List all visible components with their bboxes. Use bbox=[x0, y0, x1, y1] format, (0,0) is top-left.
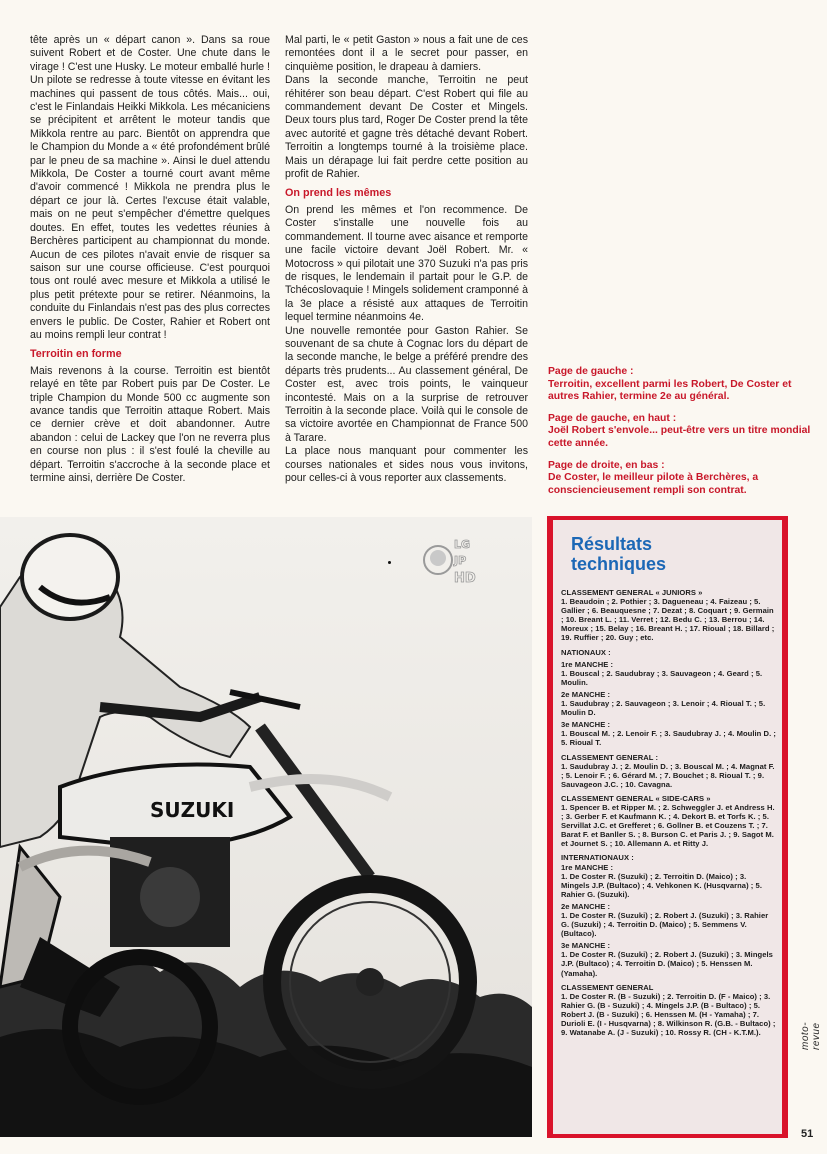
section-heading: CLASSEMENT GENERAL « JUNIORS » bbox=[561, 588, 703, 597]
section-heading: CLASSEMENT GENERAL bbox=[561, 982, 654, 992]
results-text: 1. Bouscal ; 2. Saudubray ; 3. Sauvageon ; 4. Geard ; 5. Moulin. bbox=[561, 668, 763, 687]
caption-text: Terroitin, excellent parmi les Robert, De Coster et autres Rahier, termine 2e au général. bbox=[548, 378, 792, 403]
svg-text:JP: JP bbox=[454, 554, 467, 567]
article-paragraph: Dans la seconde manche, Terroitin ne peut réhitérer son beau départ. C'est Robert qui file au commandement devant De Coster et Mingels. Deux tours plus tard, Roger De Coster prend la tête avec autorité et gagne très détaché devant Robert. Terroitin a longtemps tourné à la troisième place. Mais un dérapage lui fait perdre cette position au profit de Rahier. bbox=[285, 74, 528, 181]
results-text: 1. Saudubray ; 2. Sauvageon ; 3. Lenoir ; 4. Rioual T. ; 5. Moulin D. bbox=[561, 699, 766, 718]
results-list bbox=[561, 588, 776, 1037]
results-text: 1. Bouscal M. ; 2. Lenoir F. ; 3. Saudubray J. ; 4. Moulin D. ; 5. Rioual T. bbox=[561, 729, 776, 748]
article-column-2 bbox=[285, 34, 528, 489]
fuel-tank-logo: SUZUKI bbox=[150, 798, 235, 822]
results-text: 1. De Coster R. (Suzuki) ; 2. Robert J. (Suzuki) ; 3. Mingels J.P. (Bultaco) ; 4. Terroitin D. (Maico) ; 5. Henssen M. (Yamaha). bbox=[561, 950, 773, 978]
svg-text:HD: HD bbox=[454, 571, 476, 586]
svg-text:LG: LG bbox=[454, 538, 471, 551]
caption-text: De Coster, le meilleur pilote à Berchères, a consciencieusement rempli son contrat. bbox=[548, 472, 759, 496]
results-text: 1. Saudubray J. ; 2. Moulin D. ; 3. Bouscal M. ; 4. Magnat F. ; 5. Lenoir F. ; 6. Gérard M. ; 7. Bouchet ; 8. Rioual T. ; 9. Sauvageon J.C. ; 10. Cavagna. bbox=[561, 761, 775, 789]
results-title bbox=[571, 534, 776, 574]
caption-label: Page de droite, en bas : bbox=[548, 459, 665, 471]
article-paragraph: tête après un « départ canon ». Dans sa roue suivent Robert et de Coster. Une chute dans le virage ! C'est une Husky. Le moteur emballé hurle ! Un pilote se redresse à toute vitesse en évitant les machines qui passent de tous côtés. Mais... oui, c'est le Finlandais Heikki Mikkola. Les mécaniciens se précipitent et arrêtent le moteur tandis que Mikkola rentre au parc. Bientôt on apprendra que le Champion du Monde a « été profondément brûlé par le pneu de sa machine ». Ainsi le duel attendu Mikkola, De Coster a tourné court avant même d'avoir commencé ! Mikkola ne prendra plus le départ ce jour là. Certes l'excuse était valable, mais on ne peut s'empêcher d'émettre quelques doutes. En effet, toutes les vedettes réunies à Berchères participent au championnat du monde. Aucun de ces pilotes n'avait envie de risquer sa saison sur une course officieuse. C'est pourquoi tous ont roulé avec mesure et Mikkola a utilisé le plus petit prétexte pour se retirer. Néanmoins, la conduite du Finlandais n'est pas des plus correctes envers le public. De Coster, Rahier et Robert ont au moins rempli leur contrat ! bbox=[30, 34, 270, 341]
caption bbox=[548, 460, 818, 498]
subheading: On prend les mêmes bbox=[285, 187, 392, 200]
results-text: 1. De Coster R. (Suzuki) ; 2. Terroitin D. (Maico) ; 3. Mingels J.P. (Bultaco) ; 4. Vehkonen K. (Husqvarna) ; 5. Rahier G. (Suzuki). bbox=[561, 871, 762, 899]
race-heading: 3e MANCHE : bbox=[561, 720, 611, 730]
race-heading: 1re MANCHE : bbox=[561, 659, 614, 669]
photo-captions bbox=[548, 366, 818, 506]
race-heading: 2e MANCHE : bbox=[561, 901, 611, 911]
race-heading: 1re MANCHE : bbox=[561, 862, 614, 872]
section-heading: INTERNATIONAUX : bbox=[561, 853, 634, 863]
motocross-photo bbox=[0, 517, 532, 1137]
article-paragraph: La place nous manquant pour commenter les courses nationales et sides nous vous invitons, pour celles-ci à vous reporter aux classements. bbox=[285, 445, 528, 484]
caption bbox=[548, 413, 818, 451]
section-heading: NATIONAUX : bbox=[561, 647, 611, 657]
caption-label: Page de gauche, en haut : bbox=[548, 412, 677, 424]
results-text: 1. Spencer B. et Ripper M. ; 2. Schweggler J. et Andress H. ; 3. Gerber F. et Kaufmann K. ; 4. Dekort B. et Torfs K. ; 5. Servillat J.C. et Grefferet ; 6. Gollner B. et Couzens T. ; 7. Barat F. et Banller S. ; 8. Burson C. et Paris J. ; 9. Sagot M. et Journet S. ; 10. Allemann A. et Ritty J. bbox=[561, 802, 775, 849]
results-box bbox=[547, 516, 788, 1138]
article-column-1 bbox=[30, 34, 270, 489]
article-paragraph: Mal parti, le « petit Gaston » nous a fait une de ces remontées dont il a le secret pour passer, en cinquième position, le drapeau à damiers. bbox=[285, 34, 528, 73]
page-number: 51 bbox=[801, 1128, 814, 1140]
magazine-name: moto-revue bbox=[800, 1021, 822, 1050]
caption bbox=[548, 366, 818, 404]
results-text: 1. De Coster R. (B - Suzuki) ; 2. Terroitin D. (F - Maico) ; 3. Rahier G. (B - Suzuki) ; 4. Mingels J.P. (B - Bultaco) ; 5. Robert J. (B - Suzuki) ; 6. Henssen M. (H - Yamaha) ; 7. Durioli E. (I - Husqvarna) ; 8. Wilkinson R. (G.B. - Bultaco) ; 9. Watanabe A. (J - Suzuki) ; 10. Rossy R. (CH - K.T.M.). bbox=[561, 991, 776, 1038]
subheading: Terroitin en forme bbox=[30, 348, 122, 361]
results-text: 1. De Coster R. (Suzuki) ; 2. Robert J. (Suzuki) ; 3. Rahier G. (Suzuki) ; 4. Terroitin D. (Maico) ; 5. Semmens V. (Bultaco). bbox=[561, 911, 769, 939]
watermark-logo bbox=[420, 532, 484, 592]
section-heading: CLASSEMENT GENERAL « SIDE-CARS » bbox=[561, 793, 711, 803]
caption-text: Joël Robert s'envole... peut-être vers un titre mondial cette année. bbox=[548, 425, 811, 449]
results-title-line: Résultats bbox=[571, 534, 653, 554]
results-content bbox=[553, 520, 782, 1134]
article-paragraph: Mais revenons à la course. Terroitin est bientôt relayé en tête par Robert puis par De Coster. Le triple Champion du Monde 500 cc augmente son avance tandis que Terroitin attaque Robert. Mais ce dernier crève et doit abandonner. Autre abandon : celui de Lackey que l'on ne reverra plus en course non plus : il s'est foulé la cheville au départ. Terroitin s'accroche à la seconde place et termine ainsi, derrière De Coster. bbox=[30, 364, 270, 484]
caption-label: Page de gauche : bbox=[548, 366, 634, 377]
race-heading: 2e MANCHE : bbox=[561, 689, 611, 699]
section-heading: CLASSEMENT GENERAL : bbox=[561, 752, 659, 762]
article-paragraph: On prend les mêmes et l'on recommence. De Coster s'installe une nouvelle fois au commandement. Il tourne avec aisance et remporte une facile victoire devant Joël Robert. Mr. « Motocross » qui pilotait une 370 Suzuki n'a pas pris de risques, le lendemain il partait pour le G.P. de Tchécoslovaquie ! Mingels solidement cramponné à la 3e place a résisté aux attaques de Terroitin lequel termine néanmoins 4e. bbox=[285, 203, 528, 324]
article-paragraph: Une nouvelle remontée pour Gaston Rahier. Se souvenant de sa chute à Cognac lors du départ de la seconde manche, le belge a préféré prendre des départs très prudents... Au classement général, De Coster est, avec trois points, le vainqueur incontesté. Mais on a la surprise de retrouver Terroitin à la seconde place. Voilà qui le console de sa victoire avortée en Championnat de France 500 à Tarare. bbox=[285, 324, 528, 444]
results-title-line: techniques bbox=[571, 554, 667, 574]
print-speck bbox=[388, 561, 391, 564]
results-text: 1. Beaudoin ; 2. Pothier ; 3. Dagueneau ; 4. Faizeau ; 5. Gallier ; 6. Beauquesne ; 7. Dezat ; 8. Coquart ; 9. Germain ; 10. Breant L. ; 11. Verret ; 12. Bedu C. ; 13. Berrou ; 14. Moreux ; 15. Belay ; 16. Breant H. ; 17. Rioual ; 18. Billard ; 19. Ruffier ; 20. Guy ; etc. bbox=[561, 597, 775, 643]
race-heading: 3e MANCHE : bbox=[561, 941, 611, 951]
